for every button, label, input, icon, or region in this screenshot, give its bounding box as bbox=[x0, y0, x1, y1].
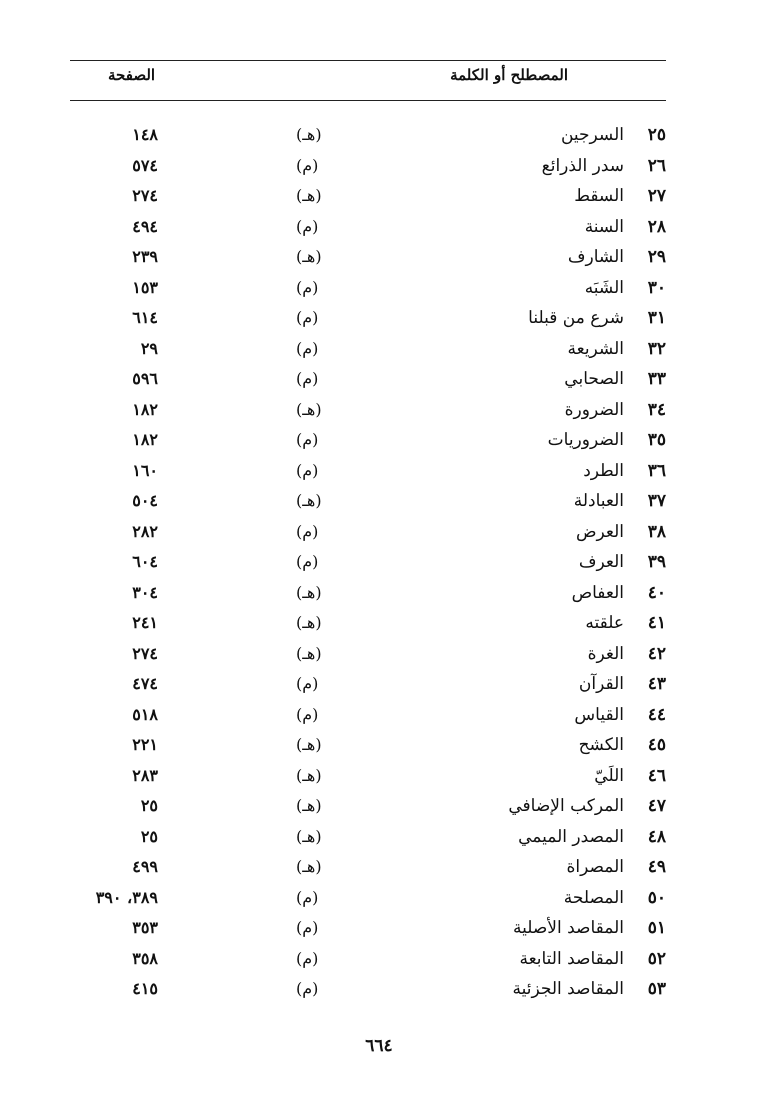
index-entry bbox=[0, 669, 758, 700]
entry-number: ٣٣ bbox=[647, 369, 666, 389]
entry-type: (م) bbox=[296, 948, 319, 968]
entry-term: السرجين bbox=[560, 125, 624, 145]
entry-page: ٢٨٢ bbox=[132, 521, 158, 541]
entry-term: المقاصد الأصلية bbox=[513, 918, 624, 938]
index-entry bbox=[0, 181, 758, 212]
entry-number: ٢٥ bbox=[647, 125, 666, 145]
entry-term: الشريعة bbox=[567, 338, 624, 359]
entry-term: العفاص bbox=[571, 582, 624, 603]
entry-term: السنة bbox=[584, 216, 624, 237]
entry-term: الشارف bbox=[567, 247, 624, 267]
entry-term: الضروريات bbox=[547, 430, 624, 450]
entry-number: ٤٤ bbox=[647, 704, 666, 725]
index-entry bbox=[0, 974, 758, 1005]
entry-type: (هـ) bbox=[296, 735, 322, 754]
index-entry bbox=[0, 456, 758, 487]
entry-term: العرف bbox=[578, 552, 624, 572]
index-entry bbox=[0, 547, 758, 578]
index-entry bbox=[0, 761, 758, 792]
index-entry bbox=[0, 608, 758, 639]
entry-page: ٣٥٨ bbox=[132, 948, 158, 968]
entry-page: ٢٧٤ bbox=[132, 643, 158, 663]
entry-term: علقته bbox=[585, 613, 624, 633]
page-column-header: الصفحة bbox=[108, 66, 156, 84]
entry-type: (هـ) bbox=[296, 796, 322, 815]
entry-page: ٢٣٩ bbox=[132, 247, 158, 266]
index-entry bbox=[0, 913, 758, 944]
term-column-header: المصطلح أو الكلمة bbox=[450, 66, 568, 84]
entry-type: (هـ) bbox=[296, 247, 322, 266]
entry-number: ٤٩ bbox=[647, 857, 666, 877]
entry-term: اللَيّ bbox=[594, 765, 624, 786]
index-entry bbox=[0, 303, 758, 334]
entry-term: شرع من قبلنا bbox=[528, 308, 624, 328]
entry-number: ٤٣ bbox=[647, 674, 666, 694]
entry-page: ٤١٥ bbox=[132, 979, 158, 998]
index-entry bbox=[0, 700, 758, 731]
entry-number: ٣٨ bbox=[647, 521, 666, 542]
entry-type: (م) bbox=[296, 216, 319, 236]
entry-term: سدر الذرائع bbox=[541, 155, 624, 176]
entry-page: ٥١٨ bbox=[132, 704, 158, 724]
entry-number: ٣١ bbox=[647, 308, 666, 328]
entry-type: (م) bbox=[296, 430, 319, 449]
entry-type: (م) bbox=[296, 338, 319, 358]
entry-number: ٣٤ bbox=[647, 399, 666, 420]
index-entry bbox=[0, 364, 758, 395]
entry-type: (هـ) bbox=[296, 643, 322, 663]
entry-page: ٥٠٤ bbox=[132, 491, 158, 510]
index-entry bbox=[0, 639, 758, 670]
entry-page: ٦١٤ bbox=[132, 308, 158, 327]
index-entry bbox=[0, 395, 758, 426]
entry-number: ٢٧ bbox=[647, 186, 666, 206]
entry-number: ٤١ bbox=[647, 613, 666, 633]
entry-type: (م) bbox=[296, 155, 319, 175]
entry-type: (هـ) bbox=[296, 125, 322, 144]
entry-number: ٣٦ bbox=[647, 460, 666, 481]
entry-page: ٢٥ bbox=[140, 796, 158, 815]
entry-number: ٣٧ bbox=[647, 491, 666, 511]
index-entry bbox=[0, 425, 758, 456]
entry-number: ٣٩ bbox=[647, 552, 666, 572]
index-entry bbox=[0, 242, 758, 273]
entry-number: ٣٢ bbox=[647, 338, 666, 359]
entry-page: ١٤٨ bbox=[132, 125, 158, 144]
entry-page: ٤٩٤ bbox=[132, 216, 158, 236]
entry-term: الكشح bbox=[578, 735, 624, 755]
entry-page: ٥٩٦ bbox=[132, 369, 158, 388]
entry-term: القرآن bbox=[578, 674, 624, 694]
entry-type: (م) bbox=[296, 887, 319, 907]
entry-term: المركب الإضافي bbox=[508, 796, 624, 816]
entry-term: الشَبَه bbox=[584, 277, 624, 298]
entry-page: ٦٠٤ bbox=[132, 552, 158, 571]
entry-page: ٢٤١ bbox=[132, 613, 158, 632]
entry-type: (م) bbox=[296, 552, 319, 571]
entry-type: (هـ) bbox=[296, 857, 322, 876]
entry-page: ٤٧٤ bbox=[132, 674, 158, 693]
entry-type: (م) bbox=[296, 979, 319, 998]
index-entry bbox=[0, 852, 758, 883]
entry-number: ٤٥ bbox=[647, 735, 666, 755]
entry-term: العبادلة bbox=[573, 491, 624, 511]
entry-page: ١٦٠ bbox=[132, 460, 158, 480]
entry-page: ١٨٢ bbox=[132, 430, 158, 449]
entry-number: ٤٢ bbox=[647, 643, 666, 664]
index-entry bbox=[0, 151, 758, 182]
index-entry bbox=[0, 944, 758, 975]
entry-type: (هـ) bbox=[296, 613, 322, 632]
entry-term: القياس bbox=[574, 704, 624, 725]
index-entry bbox=[0, 517, 758, 548]
entry-number: ٥٠ bbox=[647, 887, 666, 908]
entry-type: (م) bbox=[296, 521, 319, 541]
entry-page: ٢٧٤ bbox=[132, 186, 158, 205]
entry-term: المقاصد الجزئية bbox=[512, 979, 624, 999]
header-rule bbox=[70, 100, 666, 101]
index-entry bbox=[0, 883, 758, 914]
entry-term: المصراة bbox=[566, 857, 624, 877]
page-number: ٦٦٤ bbox=[365, 1036, 393, 1056]
entry-number: ٥٣ bbox=[647, 979, 666, 999]
index-entry bbox=[0, 822, 758, 853]
entry-number: ٤٨ bbox=[647, 826, 666, 847]
entry-type: (م) bbox=[296, 918, 319, 937]
entry-type: (م) bbox=[296, 704, 319, 724]
entry-term: السقط bbox=[574, 186, 624, 206]
entry-number: ٢٨ bbox=[647, 216, 666, 237]
entry-number: ٢٩ bbox=[647, 247, 666, 267]
entry-type: (هـ) bbox=[296, 765, 322, 785]
entry-number: ٤٠ bbox=[647, 582, 666, 603]
entry-page: ٣٥٣ bbox=[132, 918, 158, 937]
entry-number: ٢٦ bbox=[647, 155, 666, 176]
entry-term: الصحابي bbox=[564, 369, 624, 389]
entry-term: الضرورة bbox=[564, 399, 624, 420]
top-rule bbox=[70, 60, 666, 61]
index-entry bbox=[0, 791, 758, 822]
entry-term: الغرة bbox=[587, 643, 624, 664]
index-entry bbox=[0, 486, 758, 517]
entry-number: ٣٥ bbox=[647, 430, 666, 450]
index-entry bbox=[0, 120, 758, 151]
entry-type: (هـ) bbox=[296, 491, 322, 510]
entry-page: ٣٨٩، ٣٩٠ bbox=[95, 887, 158, 907]
index-list bbox=[0, 120, 758, 1005]
entry-term: المصدر الميمي bbox=[518, 826, 624, 847]
entry-page: ٥٧٤ bbox=[132, 155, 158, 175]
entry-type: (م) bbox=[296, 369, 319, 388]
entry-page: ٢٥ bbox=[140, 826, 158, 846]
entry-number: ٥١ bbox=[647, 918, 666, 938]
entry-type: (هـ) bbox=[296, 186, 322, 205]
entry-type: (م) bbox=[296, 277, 319, 297]
entry-page: ٢٨٣ bbox=[132, 765, 158, 785]
entry-number: ٤٧ bbox=[647, 796, 666, 816]
entry-term: المصلحة bbox=[563, 887, 624, 908]
entry-number: ٥٢ bbox=[647, 948, 666, 969]
entry-type: (م) bbox=[296, 674, 319, 693]
entry-page: ١٥٣ bbox=[132, 277, 158, 297]
entry-page: ٢٩ bbox=[140, 338, 158, 358]
entry-type: (م) bbox=[296, 460, 319, 480]
entry-page: ١٨٢ bbox=[132, 399, 158, 419]
index-entry bbox=[0, 578, 758, 609]
entry-term: الطرد bbox=[583, 460, 624, 481]
index-entry bbox=[0, 212, 758, 243]
entry-page: ٤٩٩ bbox=[132, 857, 158, 876]
entry-term: المقاصد التابعة bbox=[519, 948, 624, 969]
entry-term: العرض bbox=[575, 521, 624, 542]
entry-number: ٤٦ bbox=[647, 765, 666, 786]
entry-type: (م) bbox=[296, 308, 319, 327]
entry-page: ٣٠٤ bbox=[132, 582, 158, 602]
index-entry bbox=[0, 334, 758, 365]
entry-type: (هـ) bbox=[296, 826, 322, 846]
entry-page: ٢٢١ bbox=[132, 735, 158, 754]
index-entry bbox=[0, 273, 758, 304]
entry-type: (هـ) bbox=[296, 399, 322, 419]
entry-number: ٣٠ bbox=[647, 277, 666, 298]
entry-type: (هـ) bbox=[296, 582, 322, 602]
index-entry bbox=[0, 730, 758, 761]
